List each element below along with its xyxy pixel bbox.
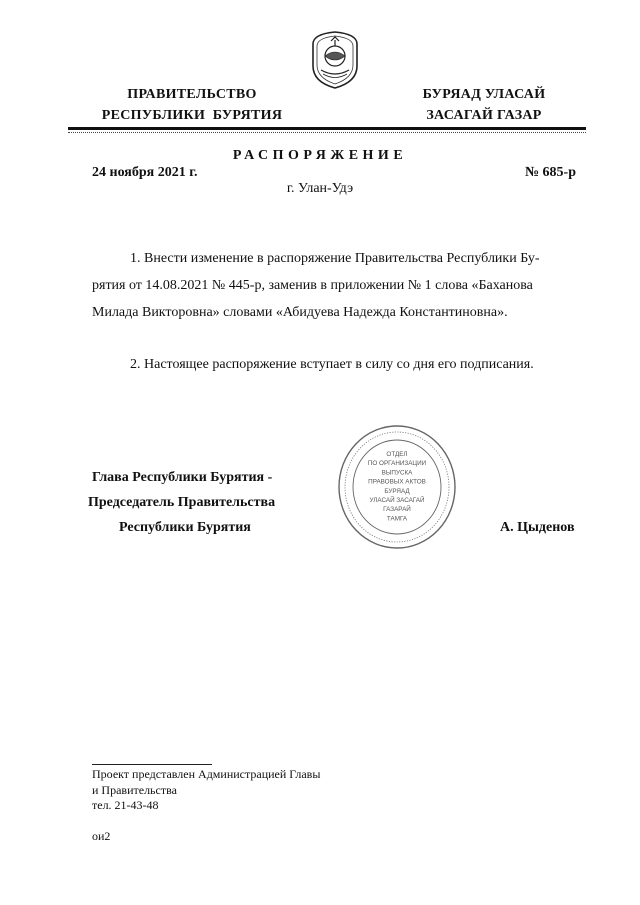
org-name-russian-line2: РЕСПУБЛИКИ БУРЯТИЯ — [101, 108, 283, 123]
document-number: № 685-р — [524, 165, 576, 180]
signatory-title-line1: Глава Республики Бурятия - — [92, 470, 273, 485]
stamp-text-line: ПРАВОВЫХ АКТОВ — [368, 478, 426, 486]
stamp-text-line: ВЫПУСКА — [381, 469, 413, 477]
paragraph-1-line-1: 1. Внести изменение в распоряжение Правительства Республики Бу- — [130, 251, 540, 266]
stamp-text-line: ГАЗАРАЙ — [383, 506, 411, 514]
seal-stamp-icon — [336, 423, 458, 551]
footer-line2: и Правительства — [92, 783, 177, 797]
footer-code: ои2 — [92, 829, 111, 843]
coat-of-arms-icon — [307, 26, 363, 90]
signatory-title-line3: Республики Бурятия — [119, 520, 251, 535]
org-name-buryat-line2: ЗАСАГАЙ ГАЗАР — [426, 108, 542, 123]
org-name-russian-line1: ПРАВИТЕЛЬСТВО — [127, 87, 257, 102]
signatory-title-line2: Председатель Правительства — [88, 495, 276, 510]
stamp-text-line: ТАМГА — [386, 515, 408, 523]
paragraph-1-line-3: Милада Викторовна» словами «Абидуева Надежда Константиновна». — [92, 305, 508, 320]
org-name-buryat — [400, 84, 568, 126]
paragraph-1-line-2: рятия от 14.08.2021 № 445-р, заменив в приложении № 1 слова «Баханова — [92, 278, 533, 293]
stamp-text-line: БУРЯАД — [384, 487, 410, 495]
header-rule-thick — [68, 127, 586, 130]
org-name-russian — [92, 84, 292, 126]
stamp-text-line: ОТДЕЛ — [386, 451, 408, 458]
document-type: РАСПОРЯЖЕНИЕ — [232, 148, 408, 163]
signatory-name: А. Цыденов — [500, 520, 575, 535]
org-name-buryat-line1: БУРЯАД УЛАСАЙ — [422, 87, 546, 102]
footer-phone: тел. 21-43-48 — [92, 798, 159, 812]
footer-rule — [92, 764, 212, 765]
stamp-text-line: УЛАСАЙ ЗАСАГАЙ — [369, 497, 425, 504]
document-date: 24 ноября 2021 г. — [92, 165, 198, 180]
stamp-text-line: ПО ОРГАНИЗАЦИИ — [367, 460, 427, 468]
header-rule-dotted — [68, 132, 586, 133]
paragraph-2: 2. Настоящее распоряжение вступает в силу со дня его подписания. — [130, 357, 534, 372]
footer-line1: Проект представлен Администрацией Главы — [92, 767, 321, 781]
document-city: г. Улан-Удэ — [286, 181, 354, 196]
